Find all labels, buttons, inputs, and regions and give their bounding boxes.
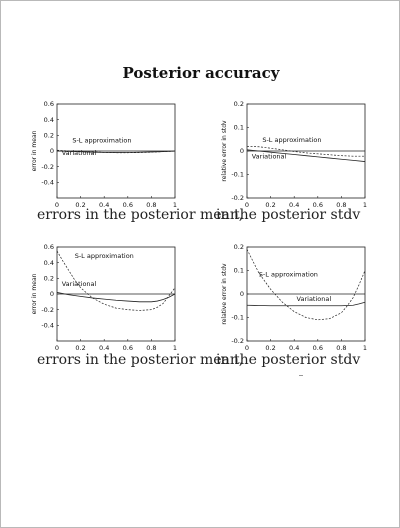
caption-stdv-bottom: in the posterior stdv — [216, 352, 361, 368]
x-tick-label: 0.8 — [336, 201, 347, 209]
x-tick-label: 0.6 — [122, 344, 133, 352]
x-tick-label: 1 — [172, 344, 178, 352]
y-tick-label: 0.6 — [43, 100, 54, 109]
chart-stdv-bottom — [213, 241, 373, 351]
annotation-variational: Variational — [251, 152, 287, 161]
y-tick-label: -0.1 — [231, 313, 244, 322]
y-axis-label: relative error in stdv — [221, 263, 228, 325]
y-tick-label: 0 — [49, 147, 54, 156]
y-tick-label: 0.2 — [233, 243, 244, 252]
x-tick-label: 0.4 — [99, 344, 110, 352]
annotation-sl: S-L approximation — [72, 136, 132, 145]
y-tick-label: 0.4 — [43, 115, 54, 124]
x-tick-label: 0.8 — [336, 344, 347, 352]
annotation-variational: Variational — [296, 295, 332, 304]
caption-mean-top: errors in the posterior mean, — [37, 207, 244, 223]
x-tick-label: 1 — [362, 201, 368, 209]
y-axis-label: error in mean — [31, 273, 38, 315]
y-tick-label: 0.4 — [43, 258, 54, 267]
y-axis-label: relative error in stdv — [221, 120, 228, 182]
y-tick-label: 0.2 — [43, 274, 54, 283]
x-tick-label: 0.2 — [75, 201, 86, 209]
y-tick-label: 0.2 — [233, 100, 244, 109]
y-tick-label: -0.2 — [231, 194, 244, 203]
y-tick-label: 0.1 — [233, 266, 244, 275]
y-tick-label: 0 — [49, 290, 54, 299]
caption-stdv-top: in the posterior stdv — [216, 207, 361, 223]
caption-mean-bottom: errors in the posterior mean, — [37, 352, 244, 368]
x-tick-label: 0.2 — [265, 344, 276, 352]
x-tick-label: 0.8 — [146, 201, 157, 209]
y-tick-label: 0 — [239, 290, 244, 299]
chart-stdv-top — [213, 98, 373, 208]
x-tick-label: 1 — [172, 201, 178, 209]
annotation-sl: S-L approximation — [258, 270, 318, 279]
x-tick-label: 0.4 — [99, 201, 110, 209]
y-tick-label: -0.4 — [41, 178, 54, 187]
x-tick-label: 0.2 — [265, 201, 276, 209]
x-tick-label: 0 — [54, 201, 60, 209]
x-tick-label: 0.6 — [122, 201, 133, 209]
annotation-variational: Variational — [61, 148, 97, 157]
chart-mean-top — [23, 98, 183, 208]
x-tick-label: 1 — [362, 344, 368, 352]
y-axis-label: error in mean — [31, 130, 38, 172]
x-tick-label: 0.6 — [312, 201, 323, 209]
y-tick-label: 0.1 — [233, 123, 244, 132]
y-tick-label: -0.2 — [41, 305, 54, 314]
x-tick-label: 0 — [54, 344, 60, 352]
y-tick-label: -0.4 — [41, 321, 54, 330]
annotation-sl: S-L approximation — [262, 136, 322, 145]
x-tick-label: 0.8 — [146, 344, 157, 352]
y-tick-label: -0.2 — [41, 162, 54, 171]
annotation-variational: Variational — [61, 280, 97, 289]
x-tick-label: 0 — [244, 344, 250, 352]
stray-mark — [299, 375, 303, 376]
annotation-sl: S-L approximation — [74, 251, 134, 260]
y-tick-label: -0.1 — [231, 170, 244, 179]
x-tick-label: 0 — [244, 201, 250, 209]
chart-mean-bottom — [23, 241, 183, 351]
y-tick-label: 0.2 — [43, 131, 54, 140]
x-tick-label: 0.4 — [289, 344, 300, 352]
page-title: Posterior accuracy — [122, 64, 280, 82]
x-tick-label: 0.4 — [289, 201, 300, 209]
x-tick-label: 0.6 — [312, 344, 323, 352]
y-tick-label: 0.6 — [43, 243, 54, 252]
x-tick-label: 0.2 — [75, 344, 86, 352]
y-tick-label: -0.2 — [231, 337, 244, 346]
y-tick-label: 0 — [239, 147, 244, 156]
